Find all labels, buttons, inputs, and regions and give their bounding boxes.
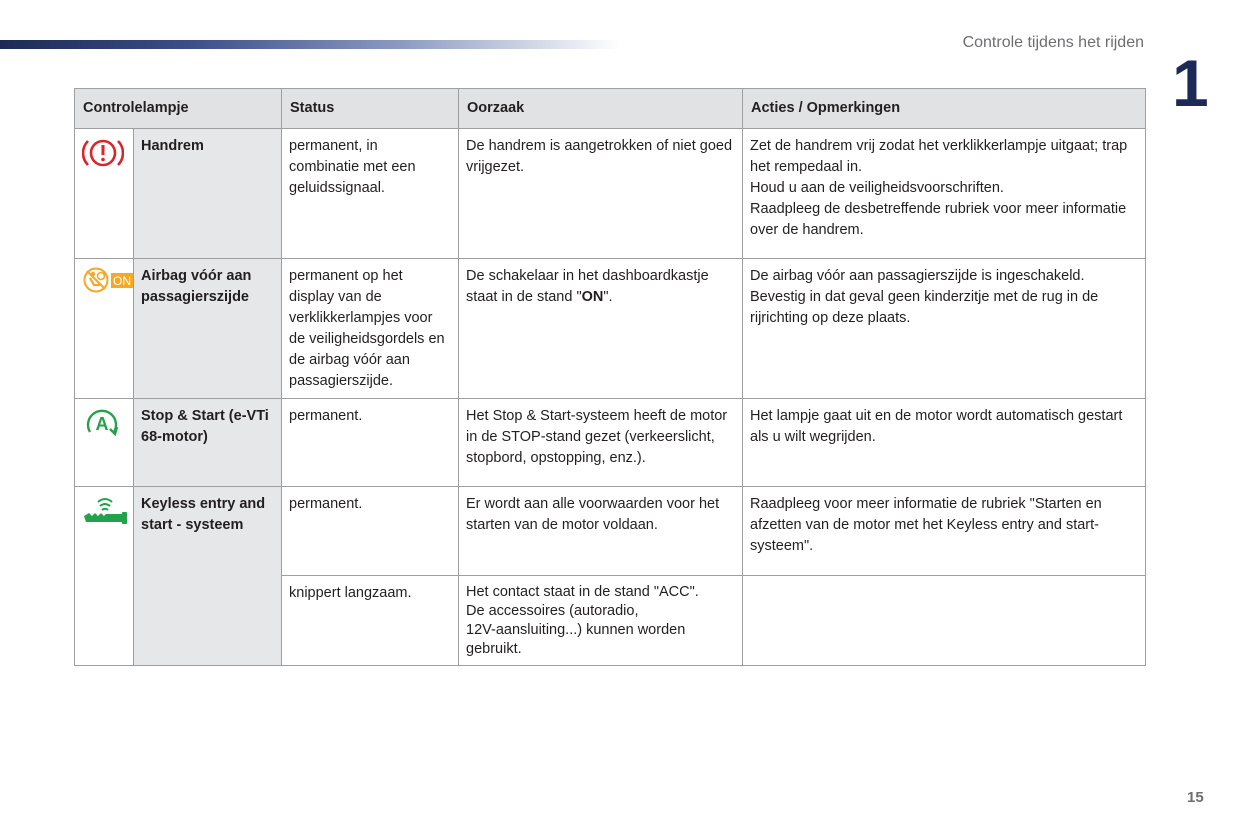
cause-line: 12V-aansluiting...) kunnen worden bbox=[466, 622, 686, 638]
table-row bbox=[75, 399, 1146, 487]
table-row bbox=[75, 129, 1146, 259]
column-header-controlelampje: Controlelampje bbox=[75, 89, 282, 129]
cause-text: De schakelaar in het dashboardkastje staat in de stand " bbox=[466, 268, 709, 305]
lamp-status: permanent. bbox=[282, 487, 459, 576]
lamp-status: permanent, in combinatie met een geluidssignaal. bbox=[282, 129, 459, 259]
page-number: 15 bbox=[1187, 789, 1204, 806]
column-header-acties: Acties / Opmerkingen bbox=[743, 89, 1146, 129]
lamp-status: permanent. bbox=[282, 399, 459, 487]
lamp-cause: De handrem is aangetrokken of niet goed vrijgezet. bbox=[459, 129, 743, 259]
cause-line: De accessoires (autoradio, bbox=[466, 603, 639, 619]
lamp-actions bbox=[743, 487, 1146, 576]
column-header-oorzaak: Oorzaak bbox=[459, 89, 743, 129]
keyless-entry-icon bbox=[82, 494, 128, 526]
lamp-actions bbox=[743, 399, 1146, 487]
lamp-name: Stop & Start (e-VTi 68-motor) bbox=[134, 399, 282, 487]
action-line: De airbag vóór aan passagierszijde is ingeschakeld. bbox=[750, 268, 1085, 284]
lamp-actions-empty bbox=[743, 576, 1146, 666]
column-header-status: Status bbox=[282, 89, 459, 129]
warning-lamps-table bbox=[74, 88, 1146, 666]
action-line: Raadpleeg voor meer informatie de rubriek "Starten en afzetten van de motor met het Keyless entry and start-systeem". bbox=[750, 496, 1102, 554]
cause-text: ". bbox=[603, 289, 613, 305]
header-gradient-bar bbox=[0, 40, 620, 49]
airbag-on-icon bbox=[82, 266, 134, 294]
lamp-name: Keyless entry and start - systeem bbox=[134, 487, 282, 666]
action-line: Het lampje gaat uit en de motor wordt automatisch gestart als u wilt wegrijden. bbox=[750, 408, 1123, 445]
cause-line: gebruikt. bbox=[466, 641, 522, 657]
section-title: Controle tijdens het rijden bbox=[962, 34, 1144, 51]
cause-line: Het contact staat in de stand "ACC". bbox=[466, 584, 699, 600]
cause-bold-value: ON bbox=[581, 289, 604, 305]
lamp-actions bbox=[743, 129, 1146, 259]
table-row bbox=[75, 259, 1146, 399]
lamp-icon-cell bbox=[75, 399, 134, 487]
stop-start-icon bbox=[82, 406, 122, 440]
airbag-on-label: ON bbox=[113, 274, 131, 288]
lamp-cause bbox=[459, 576, 743, 666]
lamp-cause: Er wordt aan alle voorwaarden voor het starten van de motor voldaan. bbox=[459, 487, 743, 576]
action-line: Zet de handrem vrij zodat het verklikkerlampje uitgaat; trap het rempedaal in. bbox=[750, 138, 1128, 175]
lamp-icon-cell bbox=[75, 259, 134, 399]
table-row bbox=[75, 487, 1146, 576]
lamp-cause bbox=[459, 259, 743, 399]
action-line: Raadpleeg de desbetreffende rubriek voor meer informatie over de handrem. bbox=[750, 201, 1127, 238]
lamp-cause: Het Stop & Start-systeem heeft de motor in de STOP-stand gezet (verkeerslicht, stopbord, opstopping, enz.). bbox=[459, 399, 743, 487]
action-line: Bevestig in dat geval geen kinderzitje met de rug in de rijrichting op deze plaats. bbox=[750, 289, 1099, 326]
action-line: Houd u aan de veiligheidsvoorschriften. bbox=[750, 180, 1004, 196]
parking-brake-icon bbox=[82, 136, 124, 170]
stop-start-letter: A bbox=[95, 414, 109, 434]
chapter-number: 1 bbox=[1172, 46, 1209, 120]
lamp-status: permanent op het display van de verklikkerlampjes voor de veiligheidsgordels en de airbag vóór aan passagierszijde. bbox=[282, 259, 459, 399]
lamp-status: knippert langzaam. bbox=[282, 576, 459, 666]
lamp-icon-cell bbox=[75, 487, 134, 666]
table-header-row bbox=[75, 89, 1146, 129]
lamp-icon-cell bbox=[75, 129, 134, 259]
lamp-name: Handrem bbox=[134, 129, 282, 259]
lamp-name: Airbag vóór aan passagierszijde bbox=[134, 259, 282, 399]
lamp-actions bbox=[743, 259, 1146, 399]
